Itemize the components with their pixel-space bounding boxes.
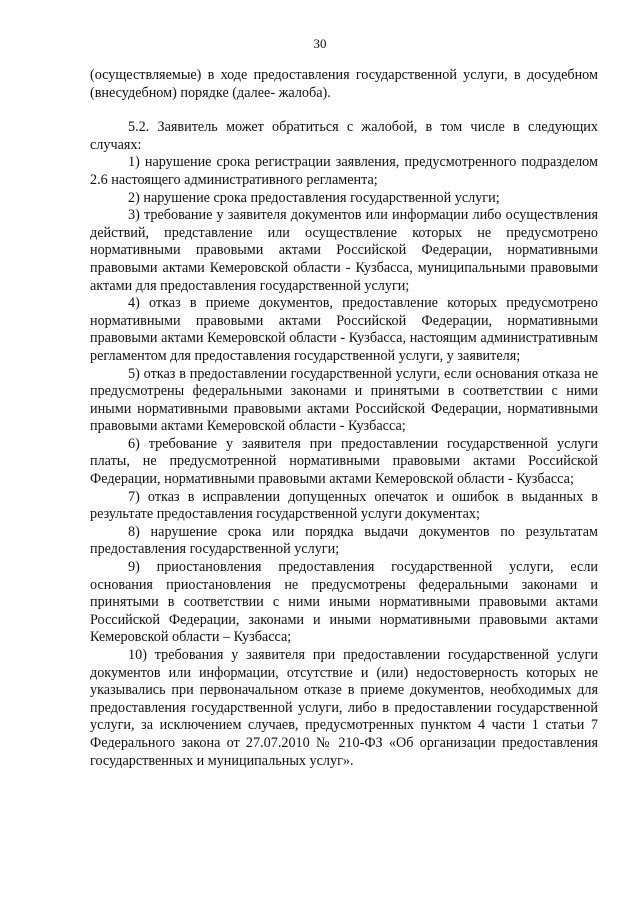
list-item-2: 2) нарушение срока предоставления государственной услуги; <box>128 189 500 206</box>
list-item-5: 5) отказ в предоставлении государственной услуги, если основания отказа не предусмотрены федеральными законами и принятыми в соответствии с ними иными нормативными правовыми актами Российской Федерации, нормативными правовыми актами Кемеровской области - Кузбасса; <box>90 365 598 435</box>
list-item-3: 3) требование у заявителя документов или информации либо осуществления действий, представление или осуществление которых не предусмотрено нормативными правовыми актами Российской Федерации, нормативными правовыми актами Кемеровской области - Кузбасса, муниципальными правовыми актами для предоставления государственной услуги; <box>90 207 598 294</box>
paragraph-continuation: (осуществляемые) в ходе предоставления государственной услуги, в досудебном (внесудебном) порядке (далее- жалоба). <box>90 67 598 101</box>
list-item-6: 6) требование у заявителя при предоставлении государственной услуги платы, не предусмотренной нормативными правовыми актами Российской Федерации, нормативными правовыми актами Кемеровской области - Кузбасса; <box>90 435 598 488</box>
list-item-9: 9) приостановления предоставления государственной услуги, если основания приостановления не предусмотрены федеральными законами и принятыми в соответствии с ними иными нормативными правовыми актами Российской Федерации, законами и иными нормативными правовыми актами Кемеровской области – Кузбасса; <box>90 559 598 646</box>
list-item-4: 4) отказ в приеме документов, предоставление которых предусмотрено нормативными правовыми актами Российской Федерации, нормативными правовыми актами Кемеровской области - Кузбасса, настоящим административным регламентом для предоставления государственной услуги, у заявителя; <box>90 295 598 364</box>
list-item-8: 8) нарушение срока или порядка выдачи документов по результатам предоставления государственной услуги; <box>90 523 598 558</box>
document-body <box>90 67 598 770</box>
page-number: 30 <box>313 36 327 51</box>
list-item-10: 10) требования у заявителя при предоставлении государственной услуги документов или информации, отсутствие и (или) недостоверность которых не указывались при первоначальном отказе в приеме документов, необходимых для предоставления государственной услуги, либо в предоставлении государственной услуги, за исключением случаев, предусмотренных пунктом 4 части 1 статьи 7 Федерального закона от 27.07.2010 № 210-ФЗ «Об организации предоставления государственных и муниципальных услуг». <box>90 647 598 769</box>
list-item-1: 1) нарушение срока регистрации заявления, предусмотренного подразделом 2.6 настоящего административного регламента; <box>90 154 598 188</box>
paragraph-5-2-intro: 5.2. Заявитель может обратиться с жалобой, в том числе в следующих случаях: <box>90 119 598 153</box>
list-item-7: 7) отказ в исправлении допущенных опечаток и ошибок в выданных в результате предоставления государственной услуги документах; <box>90 488 598 523</box>
